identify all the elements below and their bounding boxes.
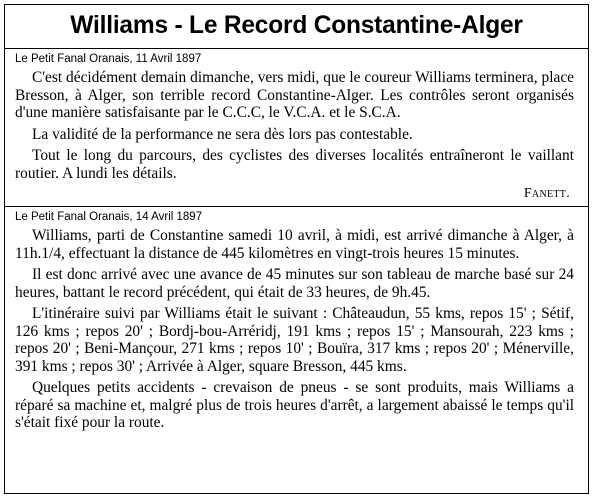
paragraph: Tout le long du parcours, des cyclistes des diverses localités entraîneront le vaillant routier. A lundi les détails. bbox=[15, 147, 574, 182]
article-frame bbox=[4, 4, 589, 494]
section-divider bbox=[5, 206, 588, 207]
source-line: Le Petit Fanal Oranais, 14 Avril 1897 bbox=[15, 211, 203, 223]
paragraph: L'itinéraire suivi par Williams était le suivant : Châteaudun, 55 kms, repos 15' ; Sétif, 126 kms ; repos 20' ; Bordj-bou-Arréridj, 191 kms ; repos 15' ; Mansourah, 223 kms ; repos 20' ; Beni-Mançour, 271 kms ; repos 10' ; Bouïra, 317 kms ; repos 20' ; Ménerville, 391 kms ; repos 30' ; Arrivée à Alger, square Bresson, 445 kms. bbox=[15, 305, 574, 375]
article-title: Williams - Le Record Constantine-Alger bbox=[70, 11, 523, 39]
author-signature: Fanett. bbox=[523, 186, 570, 201]
title-rule bbox=[5, 48, 588, 49]
paragraph: C'est décidément demain dimanche, vers midi, que le coureur Williams terminera, place Bresson, à Alger, son terrible record Constantine-Alger. Les contrôles seront organisés d'une manière satisfaisante par le C.C.C, le V.C.A. et le S.C.A. bbox=[15, 69, 574, 121]
source-line: Le Petit Fanal Oranais, 11 Avril 1897 bbox=[15, 53, 202, 65]
article-section-11-avril bbox=[5, 52, 588, 203]
paragraph: Williams, parti de Constantine samedi 10 avril, à midi, est arrivé dimanche à Alger, à 11h.1/4, effectuant la distance de 445 kilomètres en vingt-trois heures 15 minutes. bbox=[15, 227, 574, 262]
paragraph: Quelques petits accidents - crevaison de pneus - se sont produits, mais Williams a réparé sa machine et, malgré plus de trois heures d'arrêt, a largement abaissé le temps qu'il s'était fixé pour la route. bbox=[15, 379, 574, 431]
paragraph: Il est donc arrivé avec une avance de 45 minutes sur son tableau de marche basé sur 24 heures, battant le record précédent, qui était de 33 heures, de 9h.45. bbox=[15, 266, 574, 301]
paragraph: La validité de la performance ne sera dès lors pas contestable. bbox=[32, 125, 413, 143]
article-section-14-avril bbox=[5, 210, 588, 432]
